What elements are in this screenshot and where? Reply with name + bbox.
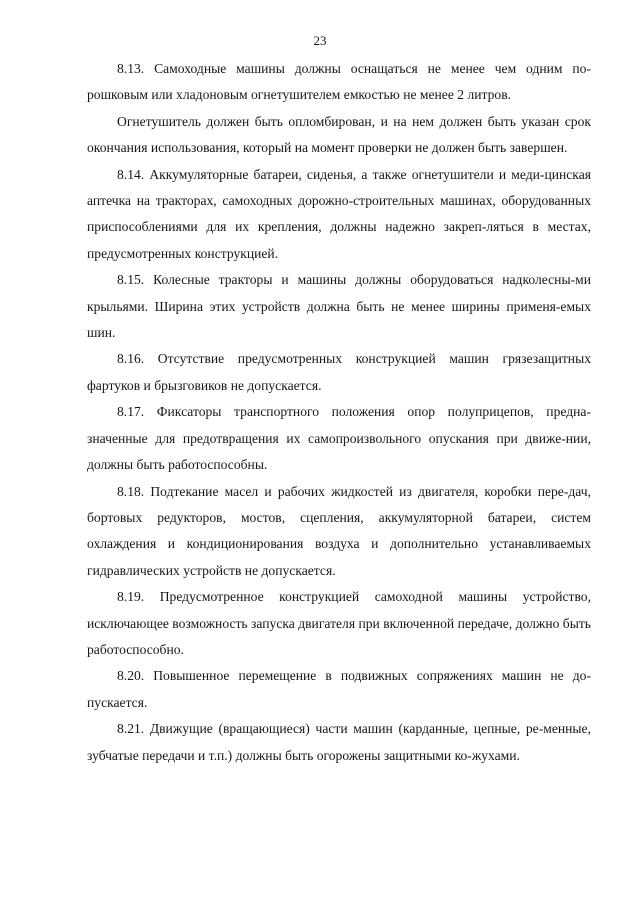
paragraph-8-18: 8.18. Подтекание масел и рабочих жидкостей из двигателя, коробки пере-дач, бортовых редукторов, мостов, сцепления, аккумуляторной батареи, систем охлаждения и кондиционирования воздуха и дополнительно устанавливаемых гидравлических устройств не допускается. — [87, 483, 591, 578]
paragraph-8-15: 8.15. Колесные тракторы и машины должны оборудоваться надколесны-ми крыльями. Ширина этих устройств должна быть не менее ширины применя-емых шин. — [87, 272, 591, 341]
paragraph-8-16: 8.16. Отсутствие предусмотренных конструкцией машин грязезащитных фартуков и брызговиков не допускается. — [87, 351, 591, 393]
paragraph-8-17: 8.17. Фиксаторы транспортного положения опор полуприцепов, предна-значенные для предотвращения их самопроизвольного опускания при движе-нии, должны быть работоспособны. — [87, 404, 591, 473]
document-body — [87, 56, 591, 769]
paragraph-8-20: 8.20. Повышенное перемещение в подвижных сопряжениях машин не до-пускается. — [87, 668, 591, 710]
paragraph-8-19: 8.19. Предусмотренное конструкцией самоходной машины устройство, исключающее возможность запуска двигателя при включенной передаче, должно быть работоспособно. — [87, 589, 591, 657]
paragraph-8-13: 8.13. Самоходные машины должны оснащаться не менее чем одним по-рошковым или хладоновым огнетушителем емкостью не менее 2 литров. — [87, 61, 591, 103]
paragraph-extinguisher-seal: Огнетушитель должен быть опломбирован, и на нем должен быть указан срок окончания использования, который на момент проверки не должен быть завершен. — [87, 113, 591, 156]
paragraph-8-21: 8.21. Движущие (вращающиеся) части машин (карданные, цепные, ре-менные, зубчатые передачи и т.п.) должны быть огорожены защитными ко-жухами. — [87, 721, 591, 763]
paragraph-8-14: 8.14. Аккумуляторные батареи, сиденья, а также огнетушители и меди-цинская аптечка на тракторах, самоходных дорожно-строительных машинах, оборудованных приспособлениями для их крепления, должны надежно закреп-ляться в местах, предусмотренных конструкцией. — [87, 166, 591, 261]
page-number: 23 — [313, 33, 327, 48]
